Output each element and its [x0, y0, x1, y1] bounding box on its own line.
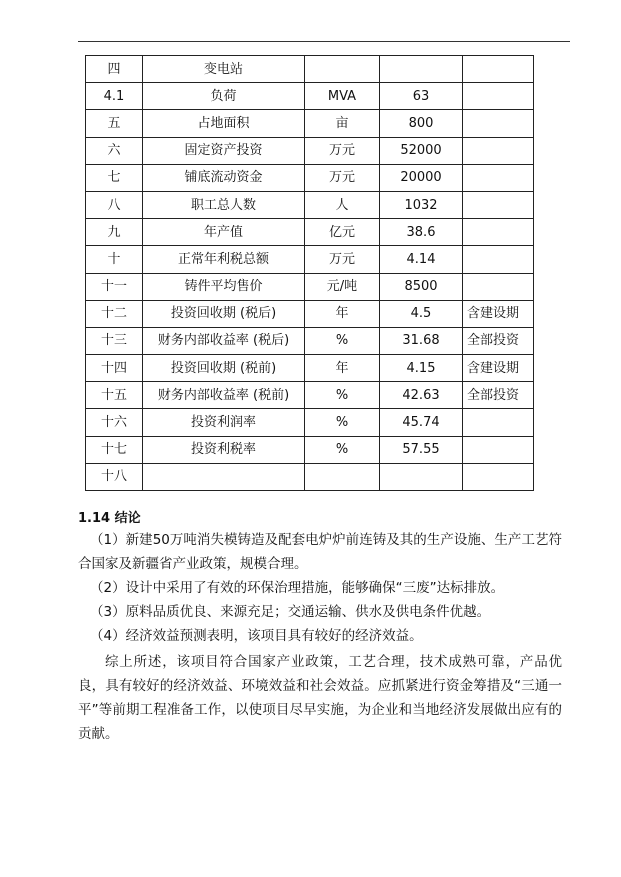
section-heading: 1.14 结论 [78, 511, 141, 526]
item-name: 占地面积 [143, 110, 305, 137]
item-name: 财务内部收益率 (税前) [143, 382, 305, 409]
unit: 年 [305, 300, 380, 327]
item-name: 年产值 [143, 219, 305, 246]
table-row [86, 409, 534, 436]
row-number: 十四 [86, 355, 143, 382]
value: 57.55 [380, 436, 463, 463]
note: 全部投资 [463, 327, 534, 354]
table-row [86, 300, 534, 327]
value [380, 56, 463, 83]
value: 42.63 [380, 382, 463, 409]
item-name: 变电站 [143, 56, 305, 83]
note [463, 436, 534, 463]
table-row [86, 219, 534, 246]
value: 52000 [380, 137, 463, 164]
conclusion-point-3: （3）原料品质优良、来源充足；交通运输、供水及供电条件优越。 [90, 604, 491, 620]
row-number: 五 [86, 110, 143, 137]
item-name: 铸件平均售价 [143, 273, 305, 300]
table-row [86, 436, 534, 463]
note [463, 137, 534, 164]
row-number: 十一 [86, 273, 143, 300]
value: 8500 [380, 273, 463, 300]
unit: 年 [305, 355, 380, 382]
value: 38.6 [380, 219, 463, 246]
unit: 万元 [305, 164, 380, 191]
value: 800 [380, 110, 463, 137]
unit: % [305, 327, 380, 354]
item-name: 投资利税率 [143, 436, 305, 463]
unit: 万元 [305, 246, 380, 273]
conclusion-point-2: （2）设计中采用了有效的环保治理措施，能够确保“三废”达标排放。 [90, 580, 505, 596]
row-number: 十七 [86, 436, 143, 463]
value: 63 [380, 83, 463, 110]
unit: MVA [305, 83, 380, 110]
unit: % [305, 436, 380, 463]
row-number: 六 [86, 137, 143, 164]
row-number: 八 [86, 191, 143, 218]
row-number: 十五 [86, 382, 143, 409]
row-number: 十六 [86, 409, 143, 436]
table-row [86, 191, 534, 218]
value [380, 463, 463, 490]
note: 含建设期 [463, 355, 534, 382]
table-row [86, 246, 534, 273]
item-name: 铺底流动资金 [143, 164, 305, 191]
note [463, 273, 534, 300]
table-row [86, 273, 534, 300]
unit: % [305, 382, 380, 409]
row-number: 十二 [86, 300, 143, 327]
indicator-table [85, 55, 534, 491]
table-row [86, 83, 534, 110]
summary-paragraph: 综上所述，该项目符合国家产业政策，工艺合理，技术成熟可靠，产品优良，具有较好的经济效益、环境效益和社会效益。应抓紧进行资金筹措及“三通一平”等前期工程准备工作，以使项目尽早实施，为企业和当地经济发展做出应有的贡献。 [78, 654, 562, 742]
note [463, 191, 534, 218]
table-row [86, 382, 534, 409]
table-row [86, 56, 534, 83]
note [463, 219, 534, 246]
item-name: 投资回收期 (税后) [143, 300, 305, 327]
value: 45.74 [380, 409, 463, 436]
header-rule [78, 41, 570, 42]
value: 4.5 [380, 300, 463, 327]
row-number: 四 [86, 56, 143, 83]
row-number: 十八 [86, 463, 143, 490]
note [463, 246, 534, 273]
unit [305, 463, 380, 490]
item-name: 投资回收期 (税前) [143, 355, 305, 382]
note: 全部投资 [463, 382, 534, 409]
note: 含建设期 [463, 300, 534, 327]
note [463, 83, 534, 110]
value: 4.15 [380, 355, 463, 382]
item-name: 财务内部收益率 (税后) [143, 327, 305, 354]
note [463, 463, 534, 490]
row-number: 十三 [86, 327, 143, 354]
table-row [86, 327, 534, 354]
value: 20000 [380, 164, 463, 191]
note [463, 164, 534, 191]
unit: % [305, 409, 380, 436]
unit [305, 56, 380, 83]
unit: 亿元 [305, 219, 380, 246]
unit: 万元 [305, 137, 380, 164]
row-number: 十 [86, 246, 143, 273]
item-name [143, 463, 305, 490]
item-name: 固定资产投资 [143, 137, 305, 164]
conclusion-point-1: （1）新建50万吨消失模铸造及配套电炉炉前连铸及其的生产设施、生产工艺符合国家及新疆省产业政策，规模合理。 [78, 532, 562, 572]
conclusion-point-4: （4）经济效益预测表明，该项目具有较好的经济效益。 [90, 628, 423, 644]
note [463, 110, 534, 137]
table-row [86, 110, 534, 137]
value: 1032 [380, 191, 463, 218]
table-row [86, 137, 534, 164]
item-name: 投资利润率 [143, 409, 305, 436]
value: 31.68 [380, 327, 463, 354]
table-row [86, 463, 534, 490]
unit: 元/吨 [305, 273, 380, 300]
item-name: 负荷 [143, 83, 305, 110]
row-number: 九 [86, 219, 143, 246]
note [463, 56, 534, 83]
table-row [86, 355, 534, 382]
item-name: 职工总人数 [143, 191, 305, 218]
table-row [86, 164, 534, 191]
unit: 亩 [305, 110, 380, 137]
item-name: 正常年利税总额 [143, 246, 305, 273]
unit: 人 [305, 191, 380, 218]
row-number: 4.1 [86, 83, 143, 110]
note [463, 409, 534, 436]
row-number: 七 [86, 164, 143, 191]
value: 4.14 [380, 246, 463, 273]
